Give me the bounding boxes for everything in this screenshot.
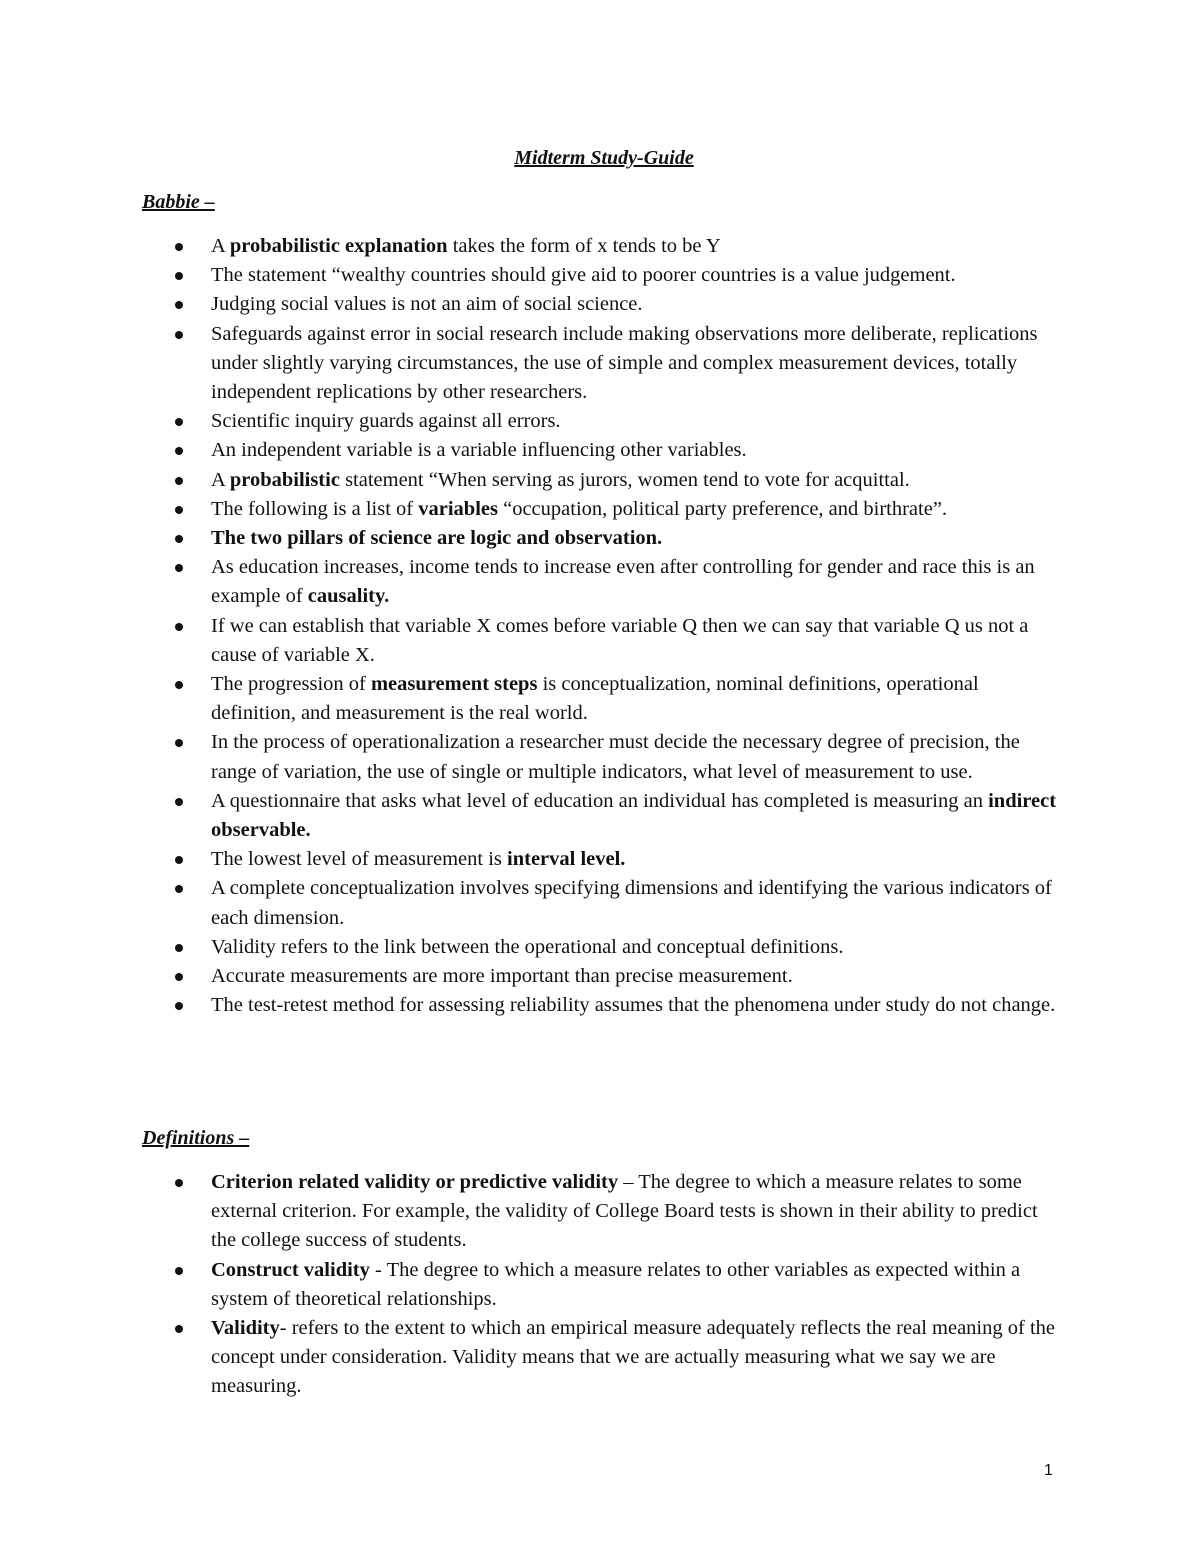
list-item: Validity- refers to the extent to which an empirical measure adequately reflects the real meaning of the concept under consideration. Validity means that we are actually measuring what we say we are measuring. [0,1314,1061,1402]
bullet-icon [175,477,183,485]
list-item: The two pillars of science are logic and observation. [0,524,1061,553]
bullet-icon [175,301,183,309]
bullet-icon [175,1179,183,1187]
section-heading-definitions: Definitions – [142,1127,250,1149]
bullet-icon [175,1002,183,1010]
list-item: Construct validity - The degree to which a measure relates to other variables as expected within a system of theoretical relationships. [0,1256,1061,1314]
bullet-icon [175,681,183,689]
bullet-icon [175,447,183,455]
list-item: The following is a list of variables “occupation, political party preference, and birthrate”. [0,495,1061,524]
list-item: In the process of operationalization a researcher must decide the necessary degree of precision, the range of variation, the use of single or multiple indicators, what level of measurement to use. [0,728,1061,786]
bullet-icon [175,1325,183,1333]
list-item: As education increases, income tends to increase even after controlling for gender and race this is an example of causality. [0,553,1061,611]
bullet-icon [175,418,183,426]
list-item: Judging social values is not an aim of social science. [0,290,1061,319]
list-item: The lowest level of measurement is interval level. [0,845,1061,874]
bullet-icon [175,331,183,339]
list-item: Validity refers to the link between the operational and conceptual definitions. [0,933,1061,962]
bullet-icon [175,535,183,543]
list-item: The statement “wealthy countries should give aid to poorer countries is a value judgement. [0,261,1061,290]
bullet-icon [175,243,183,251]
list-item: The test-retest method for assessing reliability assumes that the phenomena under study do not change. [0,991,1061,1020]
list-item: If we can establish that variable X comes before variable Q then we can say that variable Q us not a cause of variable X. [0,612,1061,670]
bullet-icon [175,739,183,747]
list-item: The progression of measurement steps is conceptualization, nominal definitions, operational definition, and measurement is the real world. [0,670,1061,728]
list-item: A questionnaire that asks what level of education an individual has completed is measuring an indirect observable. [0,787,1061,845]
bullet-icon [175,798,183,806]
bullet-icon [175,1267,183,1275]
list-item: Accurate measurements are more important than precise measurement. [0,962,1061,991]
list-item: A complete conceptualization involves specifying dimensions and identifying the various indicators of each dimension. [0,874,1061,932]
section-heading-babbie: Babbie – [142,191,215,213]
page-number: 1 [1044,1462,1053,1479]
bullet-icon [175,564,183,572]
bullet-icon [175,623,183,631]
list-item: A probabilistic explanation takes the form of x tends to be Y [0,232,1061,261]
list-item: A probabilistic statement “When serving as jurors, women tend to vote for acquittal. [0,466,1061,495]
definitions-list [0,1168,1061,1402]
bullet-icon [175,885,183,893]
list-item: Criterion related validity or predictive validity – The degree to which a measure relates to some external criterion. For example, the validity of College Board tests is shown in their ability to predict the college success of students. [0,1168,1061,1256]
page-title: Midterm Study-Guide [514,147,694,169]
babbie-list [0,232,1061,1020]
bullet-icon [175,506,183,514]
list-item: Safeguards against error in social research include making observations more deliberate, replications under slightly varying circumstances, the use of simple and complex measurement devices, totally independent replications by other researchers. [0,320,1061,408]
list-item: An independent variable is a variable influencing other variables. [0,436,1061,465]
bullet-icon [175,944,183,952]
bullet-icon [175,973,183,981]
bullet-icon [175,272,183,280]
bullet-icon [175,856,183,864]
list-item: Scientific inquiry guards against all errors. [0,407,1061,436]
